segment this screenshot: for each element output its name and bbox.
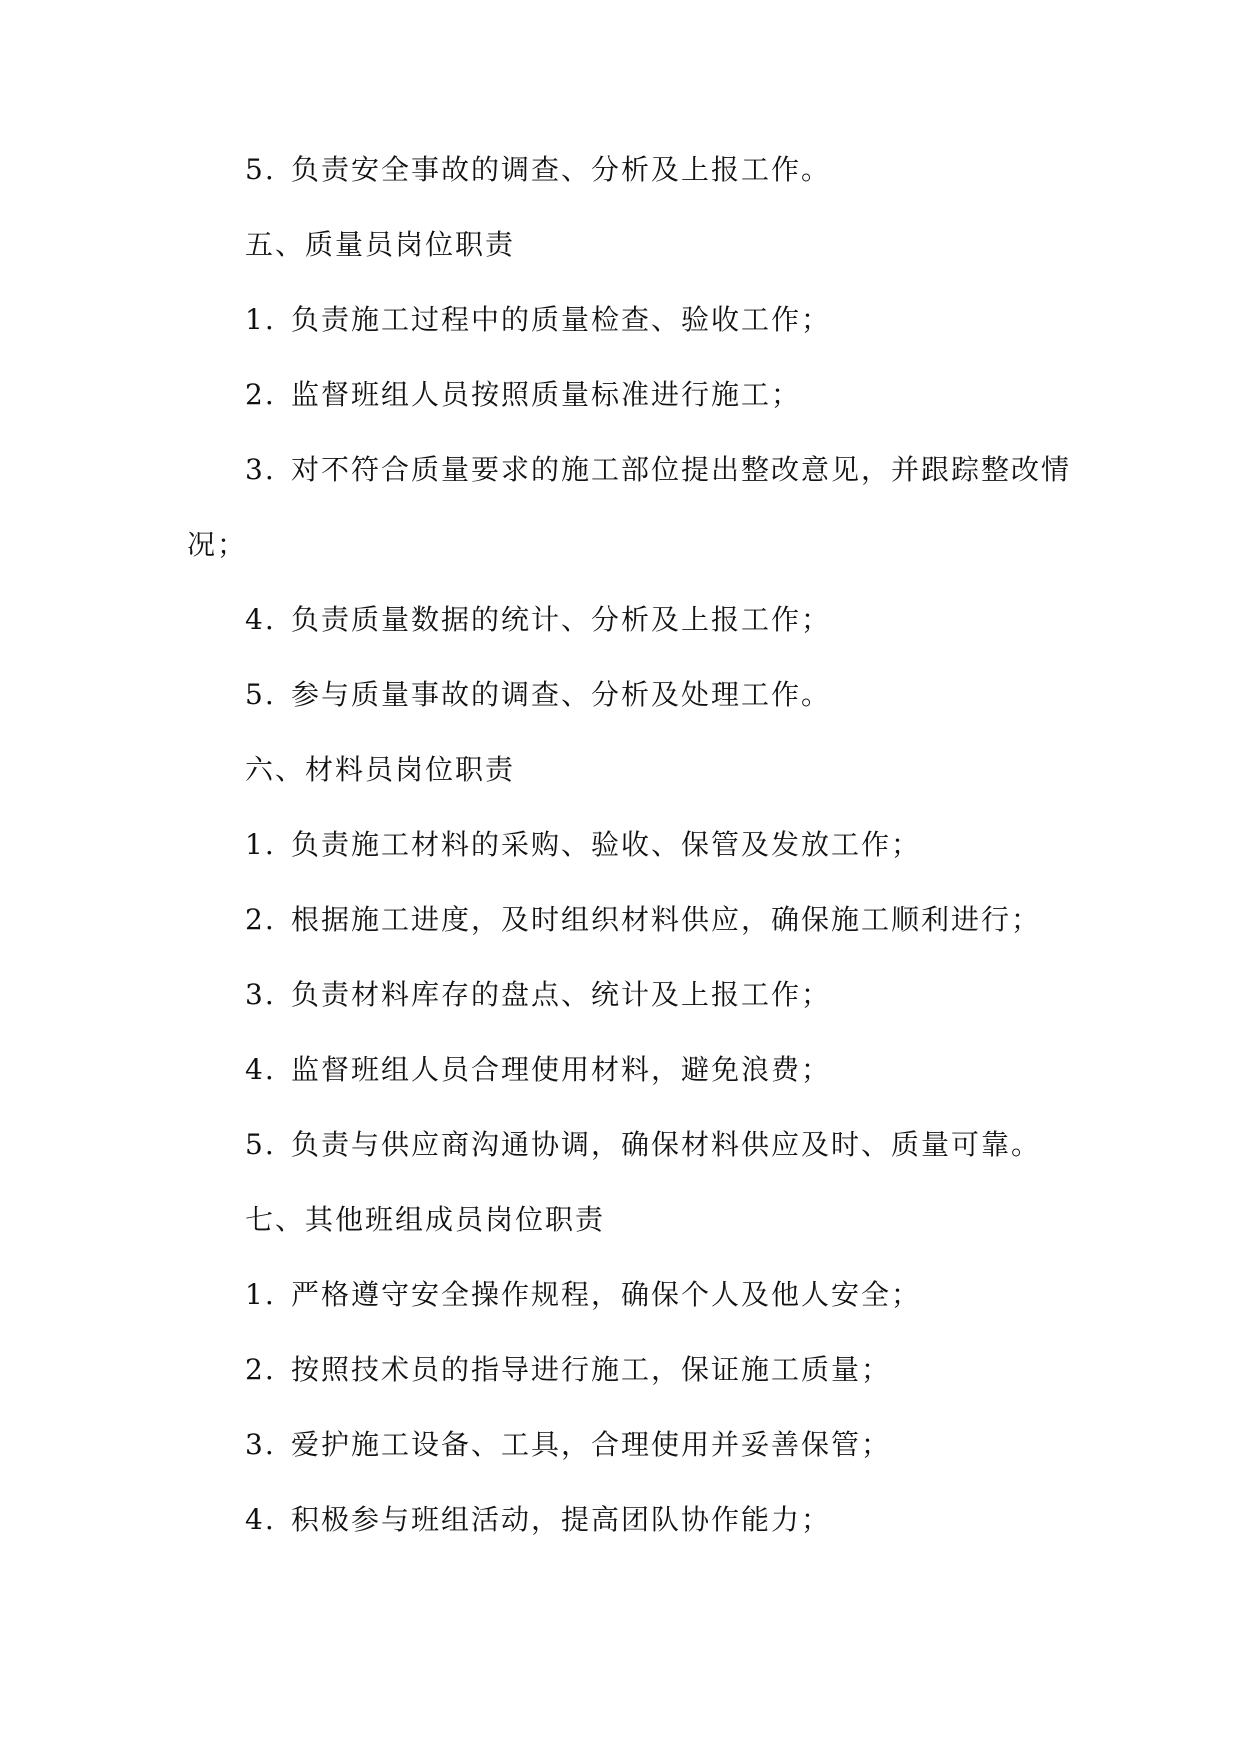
list-item-quality-4 [245,600,831,640]
list-item-safety-5 [245,150,831,190]
item-text: 对不符合质量要求的施工部位提出整改意见，并跟踪整改情 [291,453,1072,486]
item-number: 3. [245,978,276,1011]
list-item-quality-2 [245,375,801,415]
heading-text: 五、质量员岗位职责 [245,228,516,261]
item-text: 负责安全事故的调查、分析及上报工作。 [291,153,832,186]
list-item-materials-5 [245,1125,1041,1165]
heading-text: 七、其他班组成员岗位职责 [245,1203,606,1236]
list-item-other-4 [245,1500,831,1540]
item-text: 监督班组人员合理使用材料，避免浪费； [291,1053,832,1086]
item-text: 按照技术员的指导进行施工，保证施工质量； [291,1353,892,1386]
item-text: 负责施工过程中的质量检查、验收工作； [291,303,832,336]
item-number: 1. [245,1278,276,1311]
section-heading-other-members [245,1200,605,1240]
item-number: 4. [245,603,276,636]
list-item-materials-4 [245,1050,831,1090]
item-number: 2. [245,903,276,936]
item-number: 2. [245,1353,276,1386]
item-number: 2. [245,378,276,411]
list-item-other-1 [245,1275,921,1315]
section-heading-quality [245,225,515,265]
item-text: 监督班组人员按照质量标准进行施工； [291,378,802,411]
item-text: 积极参与班组活动，提高团队协作能力； [291,1503,832,1536]
item-text: 况； [187,528,248,561]
list-item-quality-3 [245,450,1071,490]
item-number: 4. [245,1503,276,1536]
item-text: 负责材料库存的盘点、统计及上报工作； [291,978,832,1011]
list-item-continuation [187,525,247,565]
item-number: 3. [245,1428,276,1461]
list-item-other-2 [245,1350,891,1390]
item-number: 1. [245,303,276,336]
item-number: 5. [245,678,276,711]
list-item-quality-1 [245,300,831,340]
item-number: 5. [245,153,276,186]
list-item-materials-2 [245,900,1041,940]
section-heading-materials [245,750,515,790]
item-number: 3. [245,453,276,486]
list-item-materials-1 [245,825,921,865]
heading-text: 六、材料员岗位职责 [245,753,516,786]
item-number: 5. [245,1128,276,1161]
item-number: 1. [245,828,276,861]
list-item-other-3 [245,1425,891,1465]
item-text: 爱护施工设备、工具，合理使用并妥善保管； [291,1428,892,1461]
item-text: 负责施工材料的采购、验收、保管及发放工作； [291,828,922,861]
item-text: 负责与供应商沟通协调，确保材料供应及时、质量可靠。 [291,1128,1042,1161]
list-item-materials-3 [245,975,831,1015]
list-item-quality-5 [245,675,831,715]
item-text: 负责质量数据的统计、分析及上报工作； [291,603,832,636]
item-number: 4. [245,1053,276,1086]
item-text: 严格遵守安全操作规程，确保个人及他人安全； [291,1278,922,1311]
item-text: 根据施工进度，及时组织材料供应，确保施工顺利进行； [291,903,1042,936]
item-text: 参与质量事故的调查、分析及处理工作。 [291,678,832,711]
